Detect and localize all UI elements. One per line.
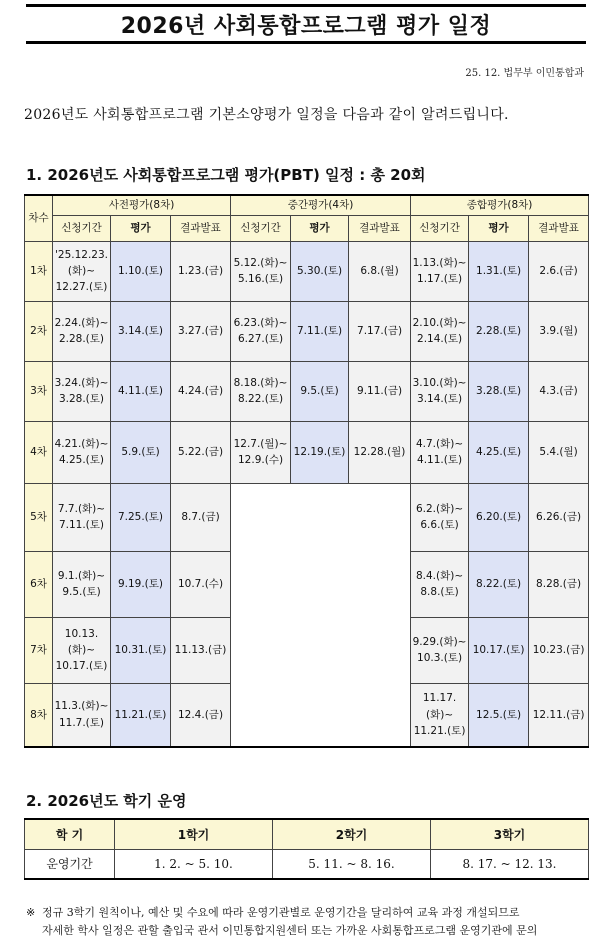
semester-1-period: 1. 2. ~ 5. 10. xyxy=(115,849,273,879)
pre-eval-date: 5.9.(토) xyxy=(121,445,160,458)
mid-apply-cell xyxy=(231,241,291,301)
fin-apply-end: 6.6.(토) xyxy=(420,519,459,531)
fin-apply-end: 3.14.(토) xyxy=(417,393,463,405)
note-line-1: 정규 3학기 원칙이나, 예산 및 수요에 따라 운영기관별로 운영기간을 달리하여 교육 과정 개설되므로 xyxy=(42,906,520,919)
mid-result-date: 7.17.(금) xyxy=(357,324,403,337)
fin-apply-start: 1.13.(화)~ xyxy=(412,256,467,269)
pre-result-date: 3.27.(금) xyxy=(177,324,224,337)
subheader-result: 결과발표 xyxy=(171,215,231,241)
mid-apply-end: 5.16.(토) xyxy=(238,273,284,285)
fin-result-cell xyxy=(529,551,589,617)
fin-apply-cell xyxy=(411,301,469,361)
pbt-schedule-table xyxy=(24,194,589,748)
pre-apply-end: 3.28.(토) xyxy=(58,393,105,405)
pre-apply-start: 4.21.(화)~ xyxy=(54,437,109,450)
mid-apply-start: 8.18.(화)~ xyxy=(233,376,288,389)
mid-eval-cell xyxy=(291,301,349,361)
note-line-2: 자세한 학사 일정은 관할 출입국 관서 이민통합지원센터 또는 가까운 사회통합프로그램 운영기관에 문의 xyxy=(42,923,538,937)
pre-result-date: 11.13.(금) xyxy=(174,643,227,656)
semester-3-period: 8. 17. ~ 12. 13. xyxy=(431,849,589,879)
mid-result-date: 6.8.(월) xyxy=(360,264,399,277)
fin-result-date: 2.6.(금) xyxy=(539,264,578,277)
fin-apply-end: 1.17.(토) xyxy=(417,273,463,285)
fin-result-date: 5.4.(월) xyxy=(539,445,578,458)
pre-result-cell xyxy=(171,683,231,747)
pre-eval-cell xyxy=(111,683,171,747)
issue-date-dept: 25. 12. 법무부 이민통합과 xyxy=(465,68,584,79)
mid-apply-cell xyxy=(231,421,291,483)
mid-apply-start: 6.23.(화)~ xyxy=(233,316,288,329)
pre-eval-date: 10.31.(토) xyxy=(114,643,167,656)
fin-result-cell xyxy=(529,617,589,683)
pre-result-cell xyxy=(171,301,231,361)
fin-eval-date: 12.5.(토) xyxy=(476,708,522,721)
mid-apply-cell xyxy=(231,301,291,361)
pre-eval-date: 7.25.(토) xyxy=(117,510,164,523)
pre-eval-cell xyxy=(111,361,171,421)
schedule-row xyxy=(25,241,589,301)
pre-result-date: 10.7.(수) xyxy=(177,577,224,590)
pre-eval-cell xyxy=(111,421,171,483)
subheader-apply: 신청기간 xyxy=(53,215,111,241)
mid-result-cell xyxy=(349,361,411,421)
fin-eval-date: 4.25.(토) xyxy=(476,445,522,458)
fin-apply-cell xyxy=(411,551,469,617)
fin-eval-cell xyxy=(469,421,529,483)
fin-eval-date: 6.20.(토) xyxy=(476,510,522,523)
fin-eval-cell xyxy=(469,241,529,301)
fin-result-date: 4.3.(금) xyxy=(539,384,578,397)
period-row-label: 운영기간 xyxy=(25,849,115,879)
round-label xyxy=(25,301,53,361)
fin-result-date: 12.11.(금) xyxy=(532,708,585,721)
fin-apply-start: 8.4.(화)~ xyxy=(415,569,464,582)
fin-apply-cell xyxy=(411,361,469,421)
header-final-eval: 종합평가(8차) xyxy=(411,195,589,215)
fin-apply-end: 4.11.(토) xyxy=(417,454,463,466)
pre-apply-start: '25.12.23.(화)~ xyxy=(55,248,108,277)
mid-apply-end: 12.9.(수) xyxy=(238,454,284,466)
pre-eval-cell xyxy=(111,301,171,361)
mid-result-cell xyxy=(349,301,411,361)
pre-apply-end: 7.11.(토) xyxy=(58,519,105,531)
pbt-table-body xyxy=(25,241,589,747)
fin-eval-cell xyxy=(469,301,529,361)
pre-apply-start: 2.24.(화)~ xyxy=(54,316,109,329)
round-label xyxy=(25,551,53,617)
pre-apply-end: 9.5.(토) xyxy=(62,586,101,598)
pre-eval-cell xyxy=(111,241,171,301)
pre-result-cell xyxy=(171,617,231,683)
round-label-text: 1차 xyxy=(30,264,47,277)
mid-eval-date: 5.30.(토) xyxy=(297,264,343,277)
fin-apply-start: 4.7.(화)~ xyxy=(415,437,464,450)
header-pre-eval: 사전평가(8차) xyxy=(53,195,231,215)
round-label-text: 6차 xyxy=(30,577,47,590)
mid-eval-cell xyxy=(291,361,349,421)
fin-apply-end: 2.14.(토) xyxy=(417,333,463,345)
fin-result-cell xyxy=(529,683,589,747)
pre-eval-cell xyxy=(111,617,171,683)
fin-eval-date: 10.17.(토) xyxy=(472,643,525,656)
pre-result-date: 1.23.(금) xyxy=(177,264,224,277)
fin-result-date: 8.28.(금) xyxy=(536,577,582,590)
semester-2-name: 2학기 xyxy=(273,819,431,849)
fin-apply-end: 8.8.(토) xyxy=(420,586,459,598)
fin-result-cell xyxy=(529,483,589,551)
fin-eval-cell xyxy=(469,683,529,747)
fin-eval-cell xyxy=(469,361,529,421)
page-title: 2026년 사회통합프로그램 평가 일정 xyxy=(120,13,492,39)
pre-apply-start: 11.3.(화)~ xyxy=(54,700,109,713)
subheader-eval: 평가 xyxy=(111,215,171,241)
fin-eval-date: 3.28.(토) xyxy=(476,384,522,397)
fin-result-date: 6.26.(금) xyxy=(536,510,582,523)
fin-apply-cell xyxy=(411,683,469,747)
round-label-text: 2차 xyxy=(30,324,47,337)
pre-apply-start: 3.24.(화)~ xyxy=(54,376,109,389)
subheader-apply: 신청기간 xyxy=(411,215,469,241)
pre-eval-date: 3.14.(토) xyxy=(117,324,164,337)
fin-eval-cell xyxy=(469,551,529,617)
subheader-result: 결과발표 xyxy=(349,215,411,241)
fin-result-cell xyxy=(529,421,589,483)
pre-apply-cell xyxy=(53,483,111,551)
pre-apply-cell xyxy=(53,241,111,301)
pre-eval-date: 1.10.(토) xyxy=(117,264,164,277)
footnote xyxy=(26,904,592,939)
schedule-row xyxy=(25,301,589,361)
semester-1-name: 1학기 xyxy=(115,819,273,849)
title-box xyxy=(26,4,586,44)
section2-heading: 2. 2026년도 학기 운영 xyxy=(26,792,187,810)
fin-apply-cell xyxy=(411,421,469,483)
section1-heading: 1. 2026년도 사회통합프로그램 평가(PBT) 일정 : 총 20회 xyxy=(26,166,426,184)
pre-result-date: 8.7.(금) xyxy=(181,510,220,523)
mid-eval-date: 7.11.(토) xyxy=(297,324,343,337)
round-label-text: 8차 xyxy=(30,708,47,721)
pre-eval-date: 9.19.(토) xyxy=(117,577,164,590)
mid-result-date: 9.11.(금) xyxy=(357,384,403,397)
fin-apply-start: 3.10.(화)~ xyxy=(412,376,467,389)
round-label-text: 3차 xyxy=(30,384,47,397)
round-label xyxy=(25,361,53,421)
pre-apply-end: 4.25.(토) xyxy=(58,454,105,466)
mid-result-date: 12.28.(월) xyxy=(353,445,406,458)
round-label xyxy=(25,483,53,551)
semester-table xyxy=(24,818,589,880)
fin-result-cell xyxy=(529,361,589,421)
pre-apply-start: 9.1.(화)~ xyxy=(57,569,106,582)
fin-apply-end: 10.3.(토) xyxy=(417,652,463,664)
semester-3-name: 3학기 xyxy=(431,819,589,849)
pre-apply-end: 2.28.(토) xyxy=(58,333,105,345)
semester-header-label: 학 기 xyxy=(25,819,115,849)
fin-result-cell xyxy=(529,301,589,361)
fin-apply-cell xyxy=(411,617,469,683)
pre-apply-cell xyxy=(53,683,111,747)
mid-eval-date: 12.19.(토) xyxy=(293,445,346,458)
mid-eval-date: 9.5.(토) xyxy=(300,384,339,397)
subheader-result: 결과발표 xyxy=(529,215,589,241)
pre-eval-cell xyxy=(111,551,171,617)
note-mark: ※ xyxy=(26,906,36,919)
mid-empty-cell xyxy=(231,483,411,747)
fin-apply-start: 9.29.(화)~ xyxy=(412,635,467,648)
fin-eval-date: 8.22.(토) xyxy=(476,577,522,590)
pre-apply-cell xyxy=(53,617,111,683)
mid-result-cell xyxy=(349,421,411,483)
pre-result-date: 12.4.(금) xyxy=(177,708,224,721)
pre-apply-cell xyxy=(53,421,111,483)
subheader-eval: 평가 xyxy=(469,215,529,241)
round-label-text: 7차 xyxy=(30,643,47,656)
fin-apply-start: 6.2.(화)~ xyxy=(415,502,464,515)
round-label-text: 4차 xyxy=(30,445,47,458)
pre-eval-date: 4.11.(토) xyxy=(117,384,164,397)
round-label xyxy=(25,421,53,483)
fin-apply-start: 2.10.(화)~ xyxy=(412,316,467,329)
fin-result-cell xyxy=(529,241,589,301)
fin-eval-cell xyxy=(469,483,529,551)
pre-result-cell xyxy=(171,421,231,483)
mid-apply-end: 8.22.(토) xyxy=(238,393,284,405)
mid-result-cell xyxy=(349,241,411,301)
round-label xyxy=(25,683,53,747)
pre-eval-date: 11.21.(토) xyxy=(114,708,167,721)
pre-eval-cell xyxy=(111,483,171,551)
fin-apply-start: 11.17.(화)~ xyxy=(422,692,457,721)
subheader-apply: 신청기간 xyxy=(231,215,291,241)
pre-apply-start: 7.7.(화)~ xyxy=(57,502,106,515)
semester-2-period: 5. 11. ~ 8. 16. xyxy=(273,849,431,879)
schedule-row xyxy=(25,483,589,551)
round-label xyxy=(25,241,53,301)
header-mid-eval: 중간평가(4차) xyxy=(231,195,411,215)
pre-apply-cell xyxy=(53,551,111,617)
mid-apply-start: 5.12.(화)~ xyxy=(233,256,288,269)
subheader-eval: 평가 xyxy=(291,215,349,241)
fin-eval-cell xyxy=(469,617,529,683)
fin-apply-cell xyxy=(411,483,469,551)
pre-result-cell xyxy=(171,483,231,551)
pre-apply-cell xyxy=(53,301,111,361)
mid-apply-end: 6.27.(토) xyxy=(238,333,284,345)
pre-result-cell xyxy=(171,241,231,301)
pre-result-cell xyxy=(171,551,231,617)
fin-eval-date: 2.28.(토) xyxy=(476,324,522,337)
pre-result-date: 5.22.(금) xyxy=(177,445,224,458)
fin-apply-cell xyxy=(411,241,469,301)
pre-apply-end: 12.27.(토) xyxy=(55,281,108,294)
pre-apply-end: 10.17.(토) xyxy=(55,660,108,673)
pre-apply-end: 11.7.(토) xyxy=(58,716,105,729)
pre-result-cell xyxy=(171,361,231,421)
pre-apply-start: 10.13.(화)~ xyxy=(64,627,99,656)
mid-apply-cell xyxy=(231,361,291,421)
schedule-row xyxy=(25,421,589,483)
round-label-text: 5차 xyxy=(30,510,47,523)
mid-eval-cell xyxy=(291,421,349,483)
schedule-row xyxy=(25,361,589,421)
intro-text: 2026년도 사회통합프로그램 기본소양평가 일정을 다음과 같이 알려드립니다. xyxy=(24,107,509,123)
mid-eval-cell xyxy=(291,241,349,301)
fin-eval-date: 1.31.(토) xyxy=(476,264,522,277)
round-label xyxy=(25,617,53,683)
pre-apply-cell xyxy=(53,361,111,421)
fin-result-date: 3.9.(월) xyxy=(539,324,578,337)
fin-apply-end: 11.21.(토) xyxy=(413,724,466,737)
mid-apply-start: 12.7.(월)~ xyxy=(233,437,288,450)
pre-result-date: 4.24.(금) xyxy=(177,384,224,397)
fin-result-date: 10.23.(금) xyxy=(532,643,585,656)
header-chasu: 차수 xyxy=(25,195,53,241)
